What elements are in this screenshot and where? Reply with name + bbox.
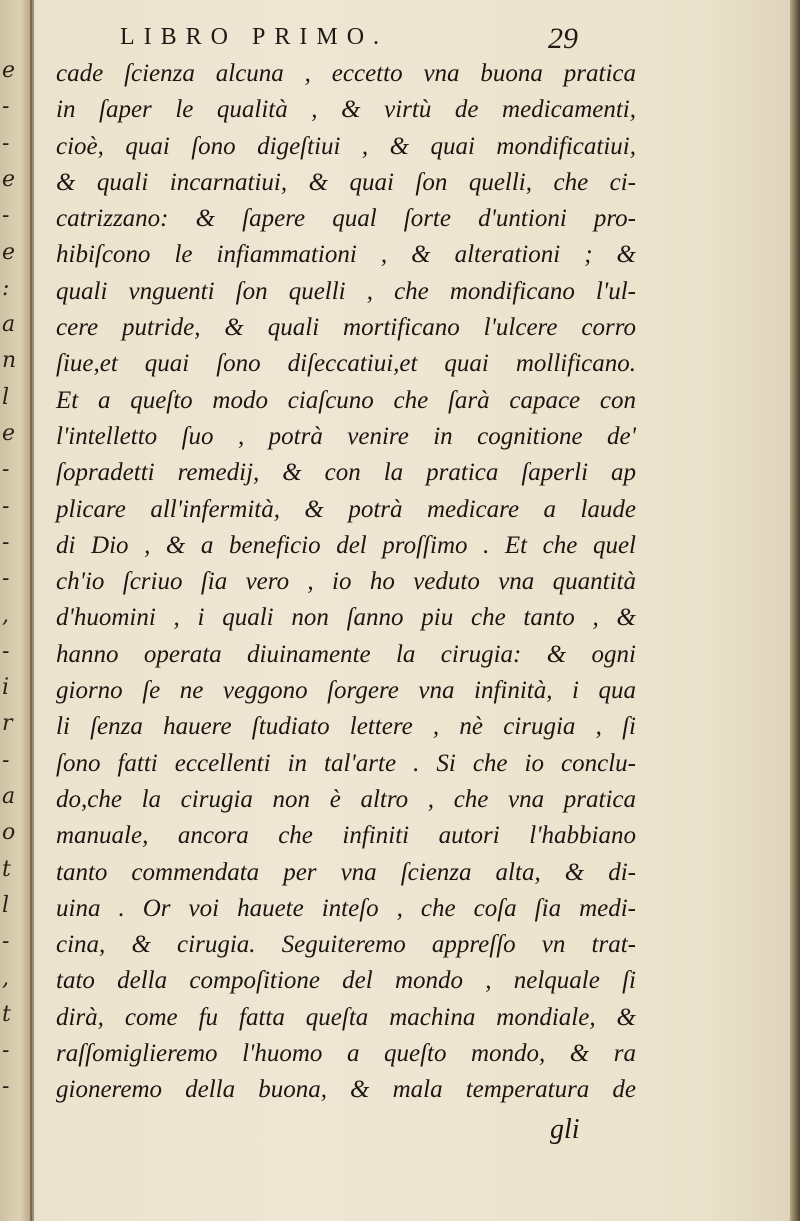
text-line: cioè, quai ſono digeſtiui , & quai mondificatiui, <box>56 132 636 160</box>
margin-fragment: o <box>2 820 16 846</box>
margin-fragment: l <box>2 384 10 410</box>
margin-fragment: - <box>2 529 10 555</box>
text-line: in ſaper le qualità , & virtù de medicamenti, <box>56 96 636 124</box>
margin-fragment: - <box>2 566 10 592</box>
text-line: & quali incarnatiui, & quai ſon quelli, che ci- <box>56 168 636 196</box>
text-line: tato della compoſitione del mondo , nelquale ſi <box>56 967 636 995</box>
margin-fragment: a <box>2 312 16 338</box>
text-line: do,che la cirugia non è altro , che vna pratica <box>56 785 636 813</box>
text-line: raſſomiglieremo l'huomo a queſto mondo, & ra <box>56 1040 636 1068</box>
margin-fragment: : <box>2 275 10 301</box>
margin-fragment: e <box>2 166 16 192</box>
text-line: uina . Or voi hauete inteſo , che coſa ſia medi- <box>56 894 636 922</box>
margin-fragment: - <box>2 747 10 773</box>
margin-fragment: e <box>2 239 16 265</box>
margin-fragment: - <box>2 130 10 156</box>
text-line: Et a queſto modo ciaſcuno che ſarà capace con <box>56 386 636 414</box>
text-line: d'huomini , i quali non ſanno piu che tanto , & <box>56 604 636 632</box>
margin-fragment: - <box>2 929 10 955</box>
text-line: cere putride, & quali mortificano l'ulcere corro <box>56 314 636 342</box>
page-edge <box>790 0 800 1221</box>
text-line: di Dio , & a beneficio del proſſimo . Et che quel <box>56 531 636 559</box>
text-line: dirà, come fu fatta queſta machina mondiale, & <box>56 1003 636 1031</box>
text-line: ſono fatti eccellenti in tal'arte . Si che io conclu- <box>56 749 636 777</box>
margin-fragment: - <box>2 94 10 120</box>
text-line: gioneremo della buona, & mala temperatura de <box>56 1076 636 1104</box>
margin-fragment: n <box>2 348 17 374</box>
gutter-shadow <box>30 0 34 1221</box>
text-line: li ſenza hauere ſtudiato lettere , nè cirugia , ſi <box>56 713 636 741</box>
margin-fragment: , <box>2 602 9 628</box>
margin-fragment: , <box>2 965 9 991</box>
running-head: LIBRO PRIMO. <box>120 24 389 50</box>
margin-fragment: - <box>2 457 10 483</box>
margin-fragment: t <box>2 1001 11 1027</box>
page-number: 29 <box>548 22 578 55</box>
margin-fragment: - <box>2 638 10 664</box>
catchword: gli <box>550 1114 580 1145</box>
text-line: manuale, ancora che infiniti autori l'habbiano <box>56 822 636 850</box>
text-line: quali vnguenti ſon quelli , che mondificano l'ul- <box>56 277 636 305</box>
text-line: giorno ſe ne veggono ſorgere vna infinità, i qua <box>56 677 636 705</box>
text-line: ſiue,et quai ſono diſeccatiui,et quai mollificano. <box>56 350 636 378</box>
text-line: hanno operata diuinamente la cirugia: & ogni <box>56 640 636 668</box>
margin-fragment: l <box>2 892 10 918</box>
text-line: l'intelletto ſuo , potrà venire in cognitione de' <box>56 422 636 450</box>
text-line: ch'io ſcriuo ſia vero , io ho veduto vna quantità <box>56 568 636 596</box>
text-line: plicare all'infermità, & potrà medicare a laude <box>56 495 636 523</box>
text-line: hibiſcono le infiammationi , & alterationi ; & <box>56 241 636 269</box>
margin-fragment: - <box>2 1074 10 1100</box>
margin-fragment: t <box>2 856 11 882</box>
text-line: tanto commendata per vna ſcienza alta, & di- <box>56 858 636 886</box>
text-line: cina, & cirugia. Seguiteremo appreſſo vn trat- <box>56 931 636 959</box>
margin-fragment: - <box>2 493 10 519</box>
margin-fragment: - <box>2 203 10 229</box>
margin-fragment: e <box>2 421 16 446</box>
body-text <box>56 56 636 1109</box>
text-line: cade ſcienza alcuna , eccetto vna buona pratica <box>56 60 636 87</box>
margin-fragment: a <box>2 784 16 809</box>
margin-fragment: - <box>2 1038 10 1064</box>
margin-fragment: i <box>2 675 10 701</box>
text-line: ſopradetti remedij, & con la pratica ſaperli ap <box>56 459 636 487</box>
margin-fragment: r <box>2 711 13 737</box>
margin-fragment: e <box>2 58 16 83</box>
text-line: catrizzano: & ſapere qual ſorte d'untioni pro- <box>56 205 636 233</box>
